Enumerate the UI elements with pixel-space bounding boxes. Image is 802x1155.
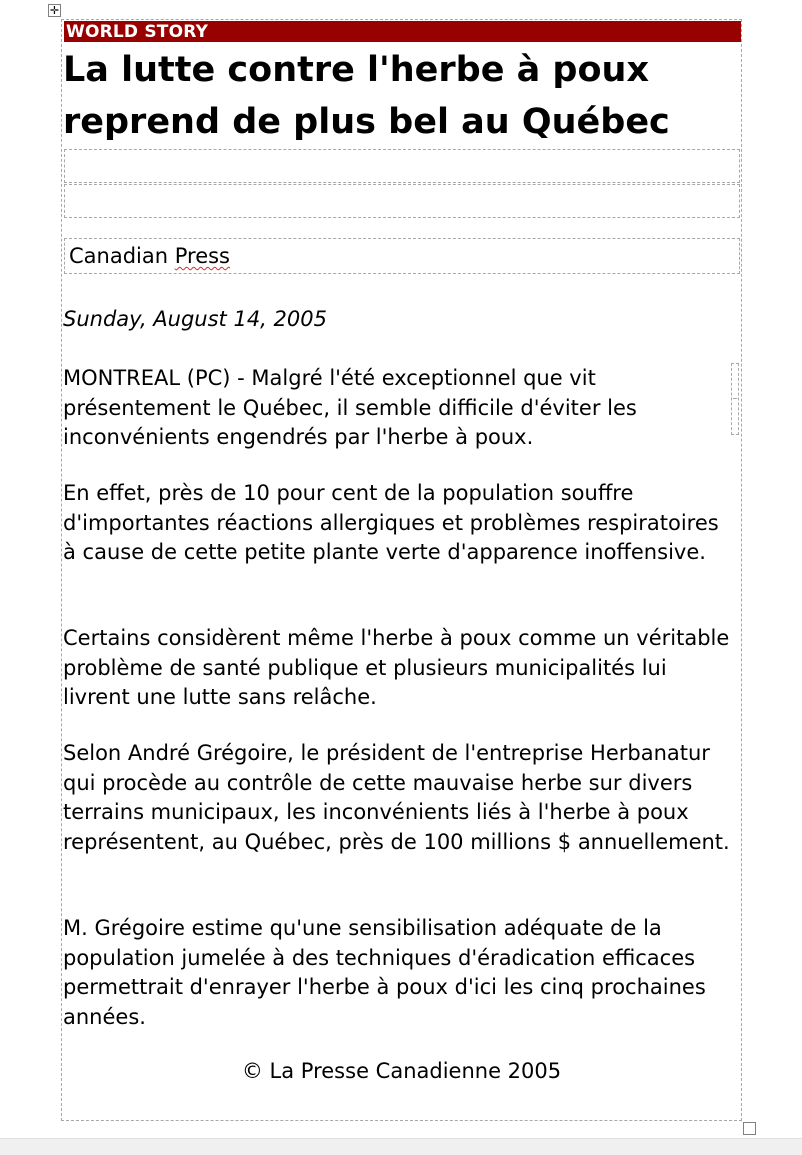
table-resize-handle[interactable] bbox=[743, 1122, 756, 1135]
article-table bbox=[61, 19, 742, 1121]
paragraph: MONTREAL (PC) - Malgré l'été exceptionnel que vit présentement le Québec, il semble difficile d'éviter les inconvénients engendrés par l'herbe à poux. bbox=[63, 366, 637, 449]
status-bar bbox=[0, 1138, 802, 1155]
paragraph: Certains considèrent même l'herbe à poux comme un véritable problème de santé publique et plusieurs municipalités lui livrent une lutte sans relâche. bbox=[63, 626, 730, 709]
article-date: Sunday, August 14, 2005 bbox=[63, 307, 327, 331]
copyright-notice: © La Presse Canadienne 2005 bbox=[241, 1059, 562, 1083]
headline: La lutte contre l'herbe à poux reprend de plus bel au Québec bbox=[63, 50, 670, 142]
move-icon: ✛ bbox=[49, 4, 60, 17]
empty-table-cell-2[interactable] bbox=[64, 184, 740, 218]
paragraph: Selon André Grégoire, le président de l'entreprise Herbanatur qui procède au contrôle de cette mauvaise herbe sur divers terrains municipaux, les inconvénients liés à l'herbe à poux représentent, au Québec, près de 100 millions $ annuellement. bbox=[63, 741, 730, 854]
source-prefix: Canadian bbox=[69, 244, 175, 268]
source-word-spellcheck: Press bbox=[174, 244, 231, 268]
text-frame-marker bbox=[731, 363, 739, 435]
category-label: WORLD STORY bbox=[64, 21, 741, 42]
paragraph: M. Grégoire estime qu'une sensibilisation adéquate de la population jumelée à des techniques d'éradication efficaces permettrait d'enrayer l'herbe à poux d'ici les cinq prochaines années. bbox=[63, 916, 706, 1029]
article-body[interactable] bbox=[62, 276, 741, 1120]
source-cell[interactable] bbox=[64, 238, 740, 274]
empty-table-cell-1[interactable] bbox=[64, 149, 740, 183]
paragraph: En effet, près de 10 pour cent de la population souffre d'importantes réactions allergiques et problèmes respiratoires à cause de cette petite plante verte d'apparence inoffensive. bbox=[63, 481, 719, 564]
table-move-handle-icon[interactable] bbox=[48, 4, 61, 17]
